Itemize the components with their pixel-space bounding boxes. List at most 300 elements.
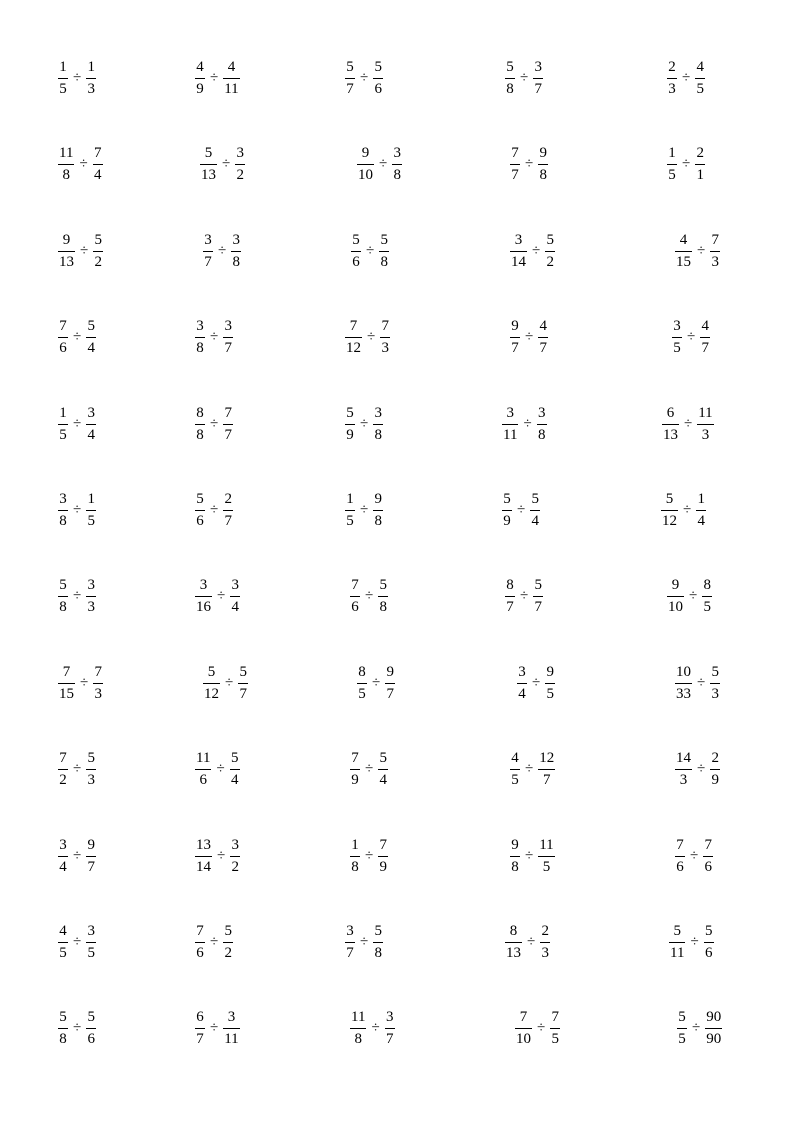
denominator: 9 <box>351 772 359 788</box>
divisor-fraction <box>231 233 241 270</box>
denominator: 4 <box>531 513 539 529</box>
divide-sign: ÷ <box>360 502 369 518</box>
dividend-fraction <box>350 838 360 875</box>
numerator: 5 <box>665 491 674 507</box>
numerator: 5 <box>534 577 542 593</box>
denominator: 8 <box>351 859 359 875</box>
divide-sign: ÷ <box>682 70 691 86</box>
division-problem <box>58 751 96 788</box>
numerator: 9 <box>361 145 370 161</box>
numerator: 3 <box>506 405 514 421</box>
numerator: 7 <box>351 750 359 766</box>
divisor-fraction <box>380 319 390 356</box>
divisor-fraction <box>530 492 540 529</box>
denominator: 6 <box>676 859 684 875</box>
dividend-fraction <box>661 492 678 529</box>
dividend-fraction <box>677 1010 687 1047</box>
numerator: 7 <box>59 750 67 766</box>
numerator: 11 <box>59 145 74 161</box>
numerator: 5 <box>87 1009 95 1025</box>
numerator: 7 <box>93 145 102 161</box>
denominator: 5 <box>668 167 676 183</box>
denominator: 2 <box>94 254 102 270</box>
denominator: 5 <box>59 81 67 97</box>
denominator: 5 <box>696 81 704 97</box>
division-problem <box>195 838 240 875</box>
divide-sign: ÷ <box>210 70 219 86</box>
divisor-fraction <box>223 60 239 97</box>
numerator: 11 <box>698 405 713 421</box>
numerator: 7 <box>551 1009 559 1025</box>
divide-sign: ÷ <box>532 243 541 259</box>
denominator: 9 <box>346 427 354 443</box>
divide-sign: ÷ <box>690 848 699 864</box>
numerator: 3 <box>514 232 523 248</box>
division-problem <box>502 406 547 443</box>
numerator: 2 <box>541 923 549 939</box>
divide-sign: ÷ <box>360 70 369 86</box>
divisor-fraction <box>93 233 103 270</box>
divide-sign: ÷ <box>73 588 82 604</box>
divisor-fraction <box>705 1010 722 1047</box>
divisor-fraction <box>538 751 555 788</box>
denominator: 3 <box>94 686 102 702</box>
denominator: 6 <box>374 81 382 97</box>
denominator: 8 <box>59 513 67 529</box>
denominator: 14 <box>196 859 211 875</box>
denominator: 8 <box>380 254 388 270</box>
denominator: 7 <box>542 772 551 788</box>
denominator: 9 <box>379 859 387 875</box>
numerator: 11 <box>539 837 554 853</box>
numerator: 5 <box>374 59 382 75</box>
numerator: 5 <box>196 491 204 507</box>
dividend-fraction <box>675 233 692 270</box>
division-problem <box>345 492 383 529</box>
numerator: 4 <box>196 59 204 75</box>
division-problem <box>515 1010 560 1047</box>
denominator: 3 <box>541 945 549 961</box>
dividend-fraction <box>345 406 355 443</box>
denominator: 7 <box>87 859 95 875</box>
denominator: 2 <box>59 772 67 788</box>
divisor-fraction <box>86 751 96 788</box>
divisor-fraction <box>697 406 713 443</box>
numerator: 3 <box>231 837 239 853</box>
divisor-fraction <box>373 406 383 443</box>
numerator: 7 <box>224 405 232 421</box>
divisor-fraction <box>93 146 103 183</box>
divisor-fraction <box>538 838 554 875</box>
dividend-fraction <box>58 578 68 615</box>
divisor-fraction <box>385 1010 395 1047</box>
divide-sign: ÷ <box>379 156 388 172</box>
denominator: 12 <box>662 513 677 529</box>
numerator: 8 <box>509 923 518 939</box>
divisor-fraction <box>703 838 713 875</box>
divisor-fraction <box>550 1010 560 1047</box>
division-problem <box>505 578 543 615</box>
dividend-fraction <box>195 60 205 97</box>
divisor-fraction <box>385 665 395 702</box>
dividend-fraction <box>350 578 360 615</box>
divisor-fraction <box>702 578 712 615</box>
divide-sign: ÷ <box>73 70 82 86</box>
divisor-fraction <box>700 319 710 356</box>
divisor-fraction <box>373 60 383 97</box>
numerator: 12 <box>539 750 555 766</box>
division-problem <box>195 1010 240 1047</box>
numerator: 4 <box>696 59 704 75</box>
denominator: 8 <box>374 427 382 443</box>
denominator: 14 <box>511 254 526 270</box>
divide-sign: ÷ <box>689 588 698 604</box>
dividend-fraction <box>350 751 360 788</box>
divide-sign: ÷ <box>73 934 82 950</box>
numerator: 5 <box>94 232 102 248</box>
dividend-fraction <box>669 924 685 961</box>
numerator: 5 <box>506 59 514 75</box>
denominator: 10 <box>516 1031 531 1047</box>
denominator: 8 <box>537 427 546 443</box>
divisor-fraction <box>86 924 96 961</box>
division-problem <box>350 1010 395 1047</box>
dividend-fraction <box>350 1010 366 1047</box>
numerator: 7 <box>94 664 102 680</box>
denominator: 8 <box>379 599 387 615</box>
denominator: 8 <box>393 167 401 183</box>
dividend-fraction <box>505 578 515 615</box>
divisor-fraction <box>230 838 240 875</box>
numerator: 9 <box>511 318 519 334</box>
division-problem <box>345 924 383 961</box>
divide-sign: ÷ <box>684 416 693 432</box>
denominator: 4 <box>518 686 526 702</box>
divisor-fraction <box>695 60 705 97</box>
divisor-fraction <box>230 578 240 615</box>
denominator: 4 <box>87 340 95 356</box>
denominator: 8 <box>62 167 70 183</box>
divisor-fraction <box>378 751 388 788</box>
denominator: 5 <box>87 945 95 961</box>
dividend-fraction <box>58 319 68 356</box>
divisor-fraction <box>379 233 389 270</box>
divide-sign: ÷ <box>697 243 706 259</box>
denominator: 6 <box>199 772 207 788</box>
divisor-fraction <box>223 492 233 529</box>
dividend-fraction <box>58 924 68 961</box>
division-problem <box>195 751 240 788</box>
divide-sign: ÷ <box>73 502 82 518</box>
divisor-fraction <box>93 665 103 702</box>
denominator: 11 <box>224 1031 239 1047</box>
dividend-fraction <box>517 665 527 702</box>
dividend-fraction <box>345 492 355 529</box>
denominator: 11 <box>670 945 685 961</box>
division-problem <box>669 924 714 961</box>
divide-sign: ÷ <box>520 70 529 86</box>
denominator: 4 <box>231 599 239 615</box>
dividend-fraction <box>667 578 684 615</box>
numerator: 3 <box>199 577 208 593</box>
divide-sign: ÷ <box>80 243 89 259</box>
numerator: 5 <box>673 923 681 939</box>
dividend-fraction <box>195 751 211 788</box>
numerator: 5 <box>87 318 95 334</box>
divide-sign: ÷ <box>687 329 696 345</box>
divide-sign: ÷ <box>79 156 88 172</box>
denominator: 7 <box>346 945 354 961</box>
divisor-fraction <box>710 233 720 270</box>
denominator: 3 <box>87 81 95 97</box>
division-problem <box>350 751 388 788</box>
dividend-fraction <box>675 838 685 875</box>
numerator: 7 <box>351 577 359 593</box>
denominator: 7 <box>204 254 212 270</box>
denominator: 6 <box>87 1031 95 1047</box>
numerator: 11 <box>351 1009 366 1025</box>
numerator: 3 <box>534 59 542 75</box>
divisor-fraction <box>86 838 96 875</box>
denominator: 5 <box>678 1031 686 1047</box>
denominator: 2 <box>236 167 244 183</box>
denominator: 8 <box>232 254 240 270</box>
dividend-fraction <box>510 751 520 788</box>
denominator: 4 <box>697 513 705 529</box>
divide-sign: ÷ <box>697 761 706 777</box>
numerator: 5 <box>239 664 247 680</box>
dividend-fraction <box>510 319 520 356</box>
denominator: 7 <box>701 340 709 356</box>
denominator: 7 <box>534 599 542 615</box>
division-problem <box>58 406 96 443</box>
numerator: 7 <box>511 145 519 161</box>
numerator: 1 <box>87 491 95 507</box>
denominator: 5 <box>59 427 67 443</box>
denominator: 4 <box>87 427 95 443</box>
denominator: 9 <box>196 81 204 97</box>
divide-sign: ÷ <box>73 416 82 432</box>
numerator: 4 <box>227 59 236 75</box>
denominator: 5 <box>511 772 519 788</box>
divide-sign: ÷ <box>210 416 219 432</box>
division-problem <box>203 665 248 702</box>
divide-sign: ÷ <box>525 761 534 777</box>
dividend-fraction <box>195 578 212 615</box>
division-problem <box>667 60 705 97</box>
division-problem <box>350 838 388 875</box>
numerator: 1 <box>697 491 705 507</box>
divisor-fraction <box>223 319 233 356</box>
divide-sign: ÷ <box>690 934 699 950</box>
divisor-fraction <box>378 838 388 875</box>
divide-sign: ÷ <box>73 329 82 345</box>
denominator: 6 <box>196 513 204 529</box>
division-problem <box>58 233 103 270</box>
divisor-fraction <box>238 665 248 702</box>
denominator: 7 <box>224 513 232 529</box>
divide-sign: ÷ <box>682 156 691 172</box>
dividend-fraction <box>195 924 205 961</box>
divide-sign: ÷ <box>73 848 82 864</box>
dividend-fraction <box>58 60 68 97</box>
numerator: 7 <box>349 318 358 334</box>
denominator: 8 <box>374 513 382 529</box>
dividend-fraction <box>510 838 520 875</box>
dividend-fraction <box>195 1010 205 1047</box>
numerator: 8 <box>506 577 514 593</box>
division-problem <box>195 924 233 961</box>
numerator: 9 <box>62 232 71 248</box>
divisor-fraction <box>235 146 245 183</box>
divisor-fraction <box>373 492 383 529</box>
divisor-fraction <box>695 146 705 183</box>
denominator: 16 <box>196 599 211 615</box>
numerator: 5 <box>678 1009 686 1025</box>
numerator: 3 <box>59 491 67 507</box>
divisor-fraction <box>86 578 96 615</box>
dividend-fraction <box>200 146 217 183</box>
denominator: 8 <box>354 1031 362 1047</box>
divisor-fraction <box>223 1010 239 1047</box>
numerator: 5 <box>546 232 554 248</box>
divide-sign: ÷ <box>365 848 374 864</box>
dividend-fraction <box>675 665 692 702</box>
divisor-fraction <box>378 578 388 615</box>
denominator: 4 <box>59 859 67 875</box>
divide-sign: ÷ <box>225 675 234 691</box>
numerator: 4 <box>701 318 709 334</box>
divisor-fraction <box>533 60 543 97</box>
dividend-fraction <box>667 60 677 97</box>
division-problem <box>677 1010 722 1047</box>
division-problem <box>675 751 720 788</box>
numerator: 1 <box>668 145 676 161</box>
division-problem <box>345 60 383 97</box>
division-problem <box>58 1010 96 1047</box>
divide-sign: ÷ <box>366 243 375 259</box>
divisor-fraction <box>538 319 548 356</box>
divide-sign: ÷ <box>367 329 376 345</box>
numerator: 5 <box>204 145 213 161</box>
division-problem <box>195 406 233 443</box>
denominator: 8 <box>539 167 547 183</box>
numerator: 5 <box>704 923 713 939</box>
denominator: 12 <box>346 340 361 356</box>
dividend-fraction <box>58 665 75 702</box>
denominator: 7 <box>224 340 232 356</box>
denominator: 11 <box>503 427 518 443</box>
numerator: 9 <box>671 577 680 593</box>
numerator: 5 <box>346 405 354 421</box>
division-problem <box>200 146 245 183</box>
dividend-fraction <box>195 492 205 529</box>
numerator: 1 <box>346 491 354 507</box>
denominator: 5 <box>59 945 67 961</box>
numerator: 5 <box>531 491 539 507</box>
dividend-fraction <box>58 146 74 183</box>
denominator: 3 <box>679 772 688 788</box>
division-problem <box>357 146 402 183</box>
dividend-fraction <box>502 492 512 529</box>
divisor-fraction <box>86 319 96 356</box>
division-problem <box>510 751 555 788</box>
denominator: 8 <box>511 859 519 875</box>
denominator: 6 <box>352 254 360 270</box>
dividend-fraction <box>505 60 515 97</box>
divisor-fraction <box>373 924 383 961</box>
numerator: 3 <box>231 577 239 593</box>
denominator: 4 <box>230 772 239 788</box>
divisor-fraction <box>533 578 543 615</box>
denominator: 13 <box>201 167 216 183</box>
denominator: 10 <box>358 167 373 183</box>
dividend-fraction <box>203 233 213 270</box>
denominator: 7 <box>346 81 354 97</box>
denominator: 10 <box>668 599 683 615</box>
numerator: 7 <box>379 837 387 853</box>
numerator: 7 <box>704 837 712 853</box>
denominator: 7 <box>239 686 247 702</box>
divide-sign: ÷ <box>365 588 374 604</box>
dividend-fraction <box>510 233 527 270</box>
divisor-fraction <box>86 492 96 529</box>
denominator: 8 <box>506 81 514 97</box>
divisor-fraction <box>86 60 96 97</box>
divisor-fraction <box>538 146 548 183</box>
division-problem <box>345 406 383 443</box>
divide-sign: ÷ <box>372 675 381 691</box>
divide-sign: ÷ <box>210 329 219 345</box>
denominator: 6 <box>59 340 67 356</box>
division-problem <box>58 492 96 529</box>
division-problem <box>195 319 233 356</box>
numerator: 14 <box>676 750 691 766</box>
dividend-fraction <box>357 146 374 183</box>
dividend-fraction <box>672 319 682 356</box>
denominator: 8 <box>196 427 204 443</box>
divisor-fraction <box>696 492 706 529</box>
denominator: 8 <box>374 945 382 961</box>
numerator: 1 <box>59 59 67 75</box>
numerator: 3 <box>393 145 401 161</box>
divide-sign: ÷ <box>222 156 231 172</box>
numerator: 8 <box>703 577 711 593</box>
dividend-fraction <box>345 60 355 97</box>
denominator: 5 <box>703 599 711 615</box>
denominator: 15 <box>676 254 691 270</box>
division-problem <box>672 319 710 356</box>
denominator: 4 <box>379 772 387 788</box>
denominator: 7 <box>386 686 394 702</box>
numerator: 5 <box>230 750 239 766</box>
dividend-fraction <box>505 924 522 961</box>
denominator: 7 <box>506 599 514 615</box>
dividend-fraction <box>58 492 68 529</box>
numerator: 3 <box>673 318 681 334</box>
dividend-fraction <box>510 146 520 183</box>
divide-sign: ÷ <box>525 329 534 345</box>
numerator: 3 <box>346 923 354 939</box>
denominator: 8 <box>196 340 204 356</box>
numerator: 5 <box>711 664 719 680</box>
division-problem <box>510 146 548 183</box>
numerator: 3 <box>87 923 95 939</box>
division-problem <box>667 146 705 183</box>
division-problem <box>203 233 241 270</box>
numerator: 5 <box>374 923 382 939</box>
numerator: 7 <box>62 664 71 680</box>
